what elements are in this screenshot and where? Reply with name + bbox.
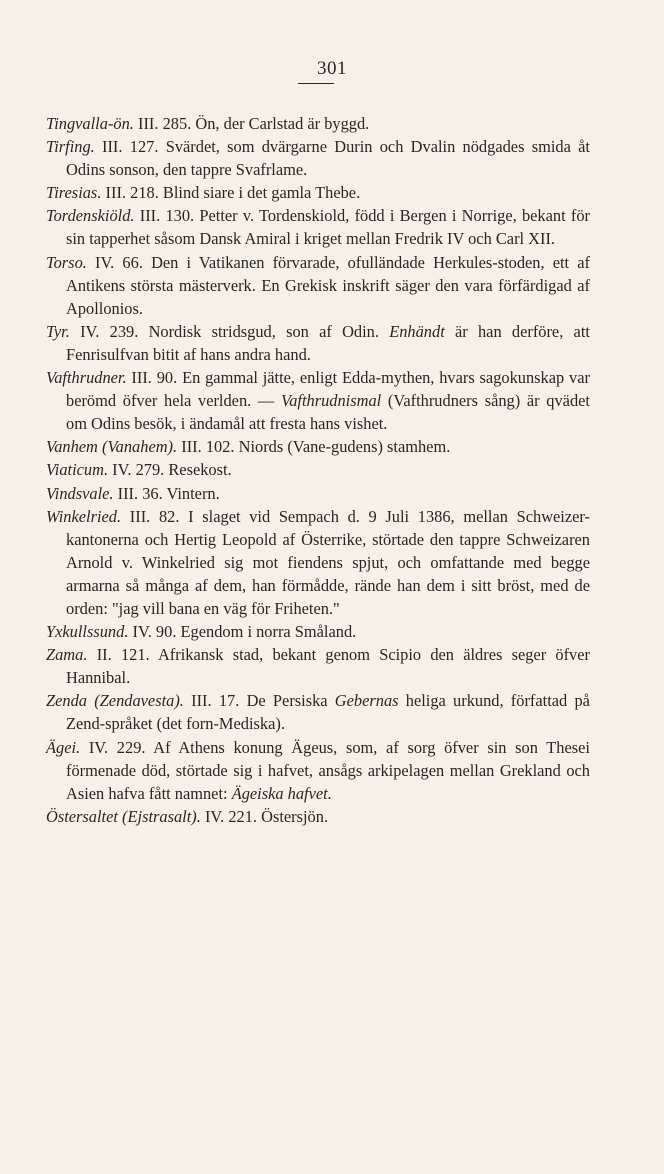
headword: Vafthrudner. [46, 368, 127, 388]
page-number: 301 [317, 58, 347, 79]
alt-headword: (Zendavesta). [94, 691, 184, 711]
headword: Vanhem [46, 437, 98, 457]
definition: Den i Vatikanen förvarade, ofulländade Herkules-stoden, ett af Antikens största mästerverk. En Grekisk inskrift säger den vara förfärdigad af Apollonios. [66, 252, 590, 318]
emphasis: Enhändt [389, 321, 445, 341]
headword: Östersaltet [46, 806, 118, 826]
definition: Östersjön. [261, 806, 329, 826]
headword: Tirfing. [46, 137, 95, 157]
page-ref: 36. [142, 483, 163, 503]
page-ref: 90. [156, 368, 178, 388]
page-ref: 218. [130, 183, 159, 203]
definition: Svärdet, som dvärgarne Durin och Dvalin nödgades smida åt Odins sonson, den tappre Svafrlame. [66, 137, 590, 180]
definition: Resekost. [168, 460, 232, 480]
volume-ref: III. [139, 206, 161, 226]
entry-ostersaltet [46, 805, 590, 828]
volume-ref: III. [105, 183, 127, 203]
volume-ref: III. [131, 368, 152, 388]
page-number-rule [298, 83, 334, 84]
entry-zenda [46, 689, 590, 735]
volume-ref: IV. [204, 806, 225, 826]
entry-torso [46, 251, 590, 320]
definition: Vintern. [166, 483, 220, 503]
page-ref: 90. [155, 622, 177, 642]
headword: Torso. [46, 252, 87, 272]
page-ref: 127. [129, 137, 159, 157]
page-ref: 279. [135, 460, 165, 480]
definition: De Persiska [246, 691, 328, 711]
headword: Vindsvale. [46, 483, 114, 503]
headword: Tingvalla-ön. [46, 114, 134, 133]
emphasis: Ägeiska hafvet. [231, 783, 332, 803]
definition: Ön, der Carlstad är byggd. [195, 114, 370, 133]
volume-ref: III. [117, 483, 139, 503]
entry-agei [46, 736, 590, 805]
entry-winkelried [46, 505, 590, 620]
volume-ref: III. [191, 691, 212, 711]
entry-tyr [46, 320, 590, 366]
volume-ref: III. [181, 437, 202, 457]
volume-ref: III. [138, 114, 159, 133]
headword: Ägei. [46, 737, 81, 757]
definition-continued: är han derföre, att Fenrisulfvan bitit af hans andra hand. [66, 321, 590, 364]
page-ref: 82. [158, 506, 180, 526]
alt-headword: (Vanahem). [102, 437, 178, 457]
emphasis: Gebernas [334, 691, 399, 711]
volume-ref: III. [102, 137, 123, 157]
definition: Nordisk stridsgud, son af Odin. [148, 321, 379, 341]
page-ref: 229. [116, 737, 146, 757]
definition: Af Athens konung Ägeus, som, af sorg öfver sin son Thesei förmenade död, störtade sig i hafvet, ansågs arkipelagen mellan Grekland och Asien hafva fått namnet: [66, 737, 590, 803]
headword: Zama. [46, 645, 88, 665]
page-ref: 121. [120, 645, 150, 665]
volume-ref: III. [129, 506, 151, 526]
headword: Winkelried. [46, 506, 122, 526]
page-ref: 221. [228, 806, 258, 826]
page-ref: 130. [165, 206, 195, 226]
definition: Blind siare i det gamla Thebe. [162, 183, 361, 203]
entry-vindsvale [46, 482, 590, 505]
sub-headword: Vafthrudnismal [281, 391, 382, 411]
definition: Egendom i norra Småland. [180, 622, 357, 642]
entry-viaticum [46, 458, 590, 481]
entry-zama [46, 643, 590, 689]
page-ref: 66. [122, 252, 143, 272]
headword: Zenda [46, 691, 87, 711]
sub-definition: (Vafthrudners sång) är qvädet om Odins besök, i ändamål att fresta hans vishet. [66, 391, 590, 434]
volume-ref: IV. [95, 252, 115, 272]
headword: Tiresias. [46, 183, 102, 203]
definition-continued: heliga urkund, författad på Zend-språket (det forn-Mediska). [66, 691, 590, 734]
definition: I slaget vid Sempach d. 9 Juli 1386, mellan Schweizer-kantonerna och Hertig Leopold af Österrike, störtade den tappre Schweizaren Arnold v. Winkelried sig mot fiendens spjut, och omfattande med begge armarna så många af dem, han förmådde, rände han dem i sitt bröst, med de orden: "jag vill bana en väg för Friheten." [66, 506, 590, 618]
volume-ref: II. [96, 645, 112, 665]
volume-ref: IV. [132, 622, 152, 642]
definition: Afrikansk stad, bekant genom Scipio den äldres seger öfver Hannibal. [66, 645, 590, 688]
entry-tingvalla [46, 112, 590, 135]
headword: Tordenskiöld. [46, 206, 135, 226]
alt-headword: (Ejstrasalt). [122, 806, 201, 826]
entry-yxkullssund [46, 620, 590, 643]
definition: En gammal jätte, enligt Edda-mythen, hvars sagokunskap var berömd öfver hela verlden. — [66, 368, 590, 411]
headword: Tyr. [46, 321, 70, 341]
entry-tordenskiold [46, 204, 590, 250]
volume-ref: IV. [112, 460, 132, 480]
page-ref: 17. [218, 691, 240, 711]
headword: Yxkullssund. [46, 622, 129, 642]
entry-vanhem [46, 435, 590, 458]
volume-ref: IV. [80, 321, 100, 341]
definition: Niords (Vane-gudens) stamhem. [238, 437, 451, 457]
page-ref: 102. [205, 437, 235, 457]
definition: Petter v. Tordenskiold, född i Bergen i Norrige, bekant för sin tapperhet såsom Dansk Amiral i kriget mellan Fredrik IV och Carl XII. [66, 206, 590, 249]
page-ref: 239. [109, 321, 139, 341]
entry-vafthrudner [46, 366, 590, 435]
headword: Viaticum. [46, 460, 109, 480]
entry-tirfing [46, 135, 590, 181]
volume-ref: IV. [88, 737, 109, 757]
page-ref: 285. [162, 114, 192, 133]
entry-tiresias [46, 181, 590, 204]
glossary-entries [46, 112, 590, 828]
